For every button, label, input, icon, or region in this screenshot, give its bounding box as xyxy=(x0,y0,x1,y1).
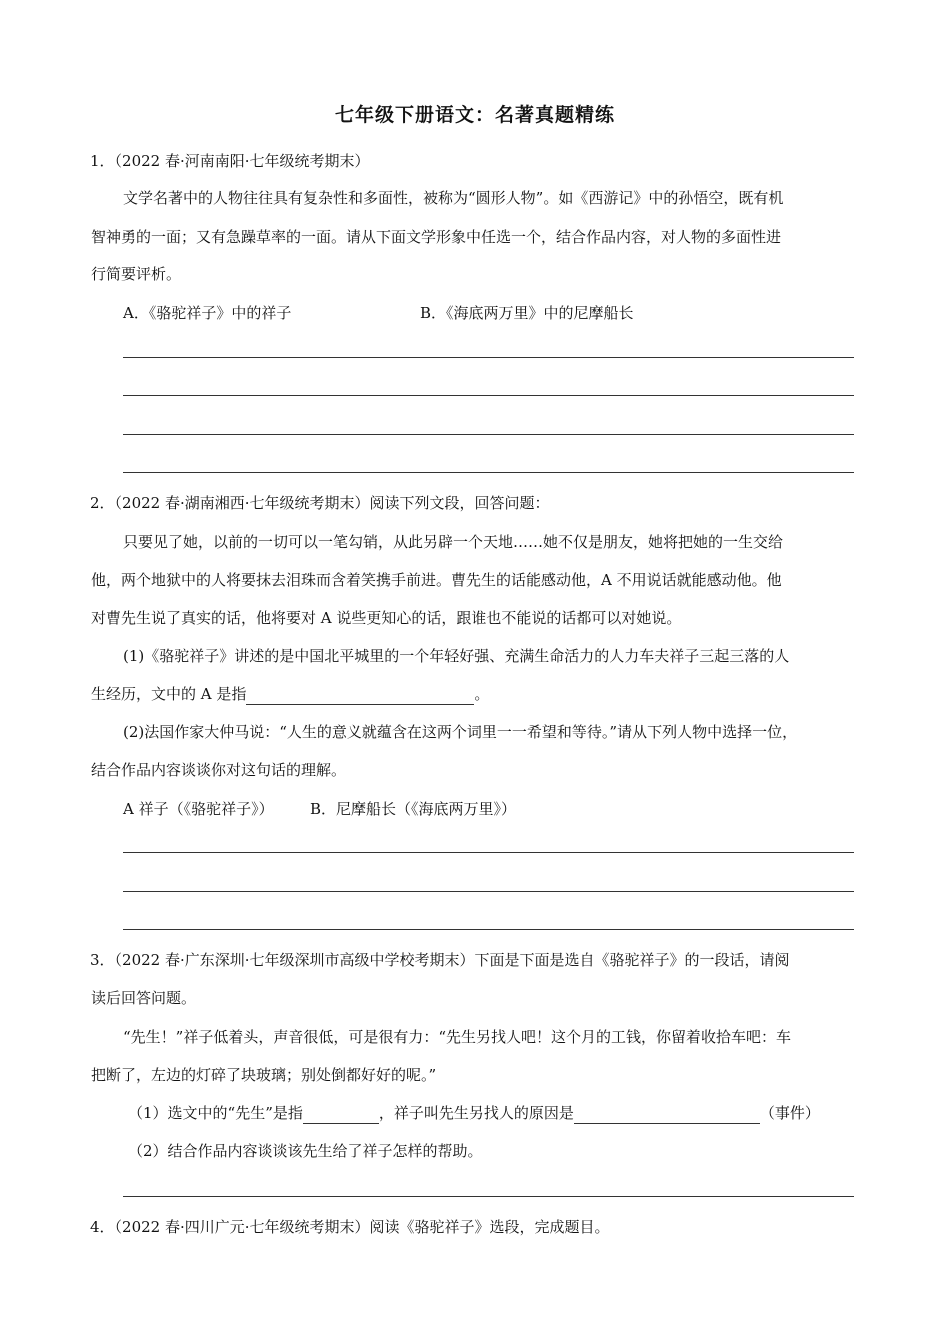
answer-line[interactable] xyxy=(123,472,854,473)
q3-subquestion-1 xyxy=(128,1102,820,1124)
q2-subquestion-1-cont xyxy=(91,683,489,705)
q2-s1-end: 。 xyxy=(474,685,490,703)
fill-blank[interactable] xyxy=(303,1107,379,1124)
q4-header: 4．（2022 春·四川广元·七年级统考期末）阅读《骆驼祥子》选段，完成题目。 xyxy=(90,1218,610,1236)
page-title: 七年级下册语文：名著真题精练 xyxy=(334,104,615,126)
q2-passage-line: 对曹先生说了真实的话，他将要对 A 说些更知心的话，跟谁也不能说的话都可以对她说。 xyxy=(91,609,682,627)
q1-option-b: B．《海底两万里》中的尼摩船长 xyxy=(420,304,634,322)
q1-option-a: A．《骆驼祥子》中的祥子 xyxy=(123,304,292,322)
q2-option-a: A 祥子（《骆驼祥子》） xyxy=(123,800,274,818)
q3-s1-suffix: （事件） xyxy=(759,1104,820,1122)
q2-option-b: B．尼摩船长（《海底两万里》） xyxy=(310,800,517,818)
q3-s1-text: （1）选文中的“先生”是指 xyxy=(128,1104,303,1122)
q1-header: 1．（2022 春·河南南阳·七年级统考期末） xyxy=(90,152,370,170)
q3-s1-text-2: ，祥子叫先生另找人的原因是 xyxy=(378,1104,574,1122)
q2-subquestion-2: (2)法国作家大仲马说：“人生的意义就蕴含在这两个词里一一希望和等待。”请从下列人物中选择一位， xyxy=(123,723,798,741)
q2-s1-text: 生经历，文中的 A 是指 xyxy=(91,685,247,703)
q3-header: 3．（2022 春·广东深圳·七年级深圳市高级中学校考期末）下面是下面是选自《骆驼祥子》的一段话，请阅 xyxy=(90,951,790,969)
q2-subquestion-2-cont: 结合作品内容谈谈你对这句话的理解。 xyxy=(91,761,347,779)
q2-subquestion-1: (1)《骆驼祥子》讲述的是中国北平城里的一个年轻好强、充满生命活力的人力车夫祥子三起三落的人 xyxy=(123,647,790,665)
answer-line[interactable] xyxy=(123,357,854,358)
answer-line[interactable] xyxy=(123,929,854,930)
answer-line[interactable] xyxy=(123,1196,854,1197)
answer-line[interactable] xyxy=(123,434,854,435)
q1-paragraph-line: 行简要评析。 xyxy=(91,265,182,283)
q3-passage-line: 把断了，左边的灯碎了块玻璃；别处倒都好好的呢。” xyxy=(91,1066,437,1084)
q2-header: 2．（2022 春·湖南湘西·七年级统考期末）阅读下列文段，回答问题： xyxy=(90,494,550,512)
q2-passage-line: 他，两个地狱中的人将要抹去泪珠而含着笑携手前进。曹先生的话能感动他，A 不用说话就能感动他。他 xyxy=(91,571,782,589)
answer-line[interactable] xyxy=(123,395,854,396)
q1-paragraph-line: 文学名著中的人物往往具有复杂性和多面性，被称为“圆形人物”。如《西游记》中的孙悟空，既有机 xyxy=(123,189,784,207)
answer-line[interactable] xyxy=(123,852,854,853)
q3-subquestion-2: （2）结合作品内容谈谈该先生给了祥子怎样的帮助。 xyxy=(128,1142,483,1160)
answer-line[interactable] xyxy=(123,891,854,892)
fill-blank[interactable] xyxy=(574,1107,760,1124)
q3-passage-line: “先生！”祥子低着头，声音很低，可是很有力：“先生另找人吧！这个月的工钱，你留着收拾车吧：车 xyxy=(123,1028,792,1046)
q3-header-cont: 读后回答问题。 xyxy=(91,989,197,1007)
fill-blank[interactable] xyxy=(246,688,474,705)
q2-passage-line: 只要见了她，以前的一切可以一笔勾销，从此另辟一个天地……她不仅是朋友，她将把她的一生交给 xyxy=(123,533,784,551)
q1-paragraph-line: 智神勇的一面；又有急躁草率的一面。请从下面文学形象中任选一个，结合作品内容，对人物的多面性进 xyxy=(91,228,782,246)
